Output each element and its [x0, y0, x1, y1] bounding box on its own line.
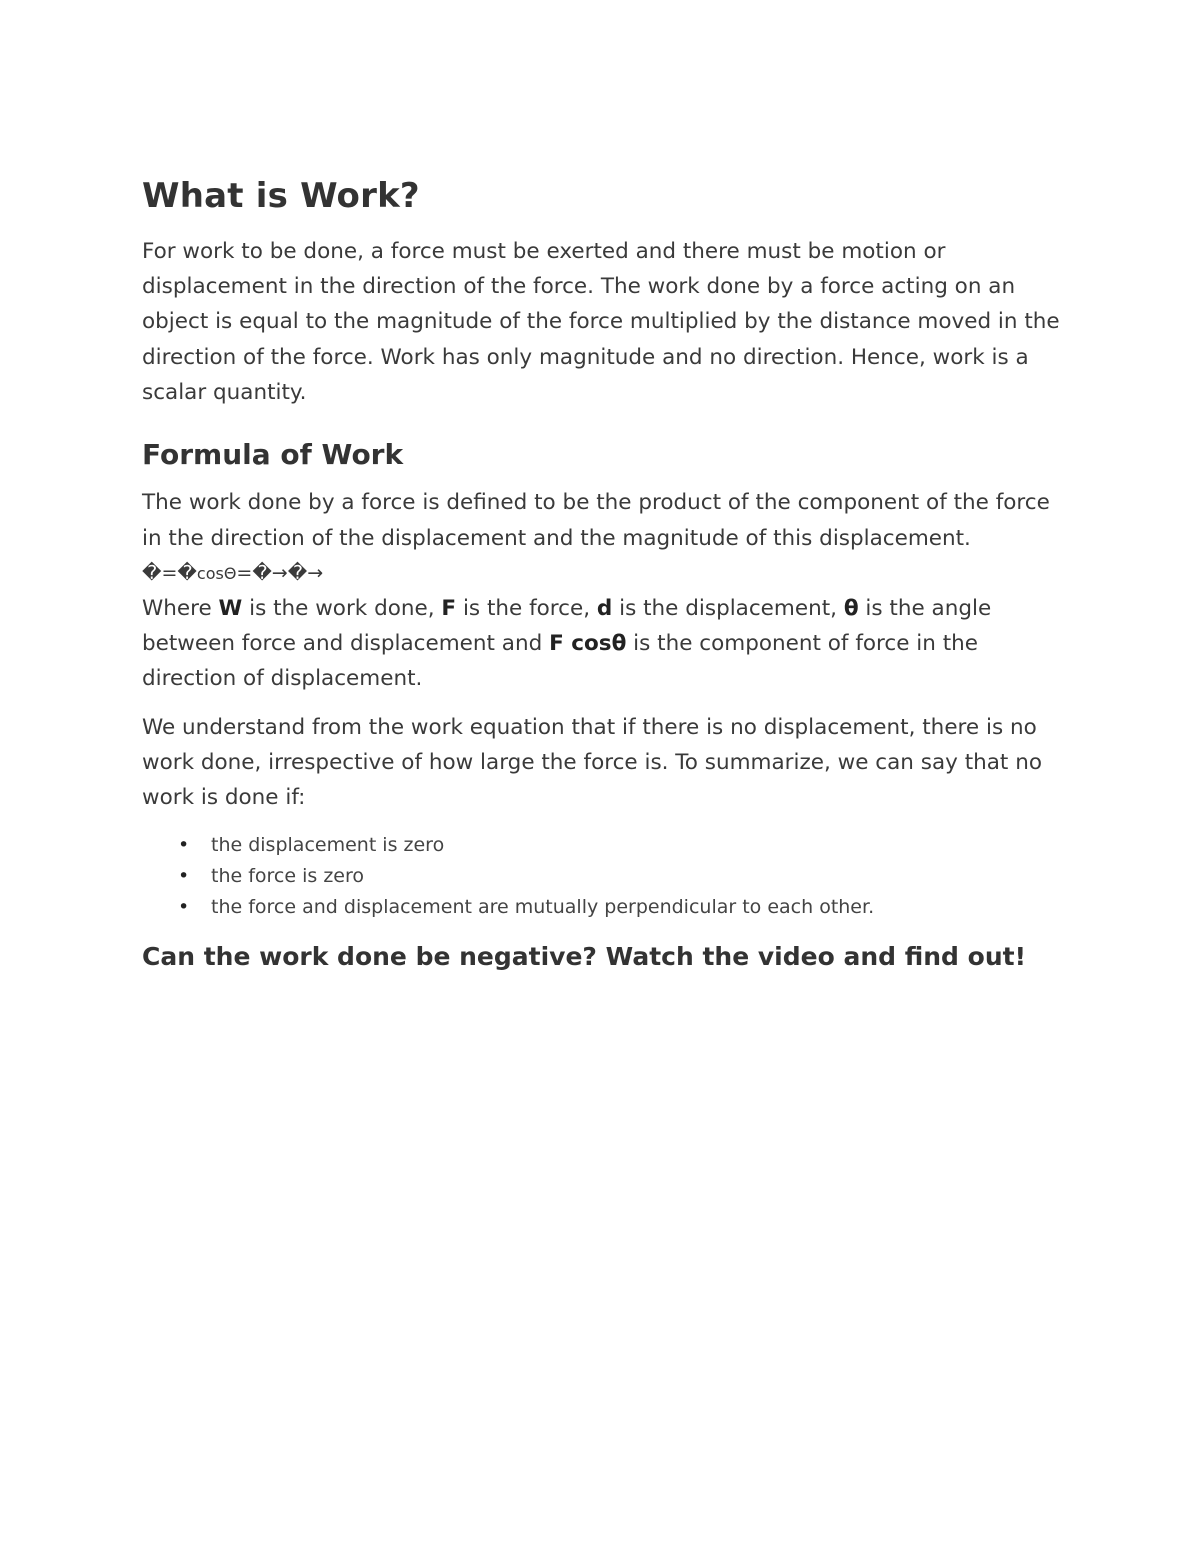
where-text-3: is the force, [456, 595, 597, 621]
where-text-1: Where [142, 595, 219, 621]
intro-paragraph: For work to be done, a force must be exerted and there must be motion or displacement in the direction of the force. The work done by a force acting on an object is equal to the magnitude of the force multiplied by the distance moved in the direction of the force. Work has only magnitude and no direction. Hence, work is a scalar quantity. [142, 238, 1060, 405]
list-item [178, 892, 1072, 923]
where-paragraph [142, 591, 1072, 697]
bullet-icon: • [178, 896, 190, 919]
where-text-5: is the angle between force and displacement and [142, 595, 992, 657]
symbol-d: d [596, 595, 613, 621]
summary-paragraph: We understand from the work equation that if there is no displacement, there is no work done, irrespective of how large the force is. To summarize, we can say that no work is done if: [142, 714, 1042, 811]
page-title: What is Work? [142, 176, 420, 216]
document-page [142, 170, 1072, 976]
bullet-icon: • [178, 864, 190, 887]
symbol-f-cos-theta: F cosθ [549, 631, 627, 657]
formula-cos: cosΘ [196, 563, 237, 583]
work-formula [142, 556, 1072, 591]
list-item-text: the force is zero [211, 864, 365, 887]
where-text-2: is the work done, [242, 595, 442, 621]
symbol-f: F [441, 595, 457, 621]
formula-part-2: =�→�→ [236, 561, 324, 584]
bullet-icon: • [178, 833, 190, 856]
list-item-text: the displacement is zero [211, 833, 445, 856]
conditions-list [142, 830, 1072, 924]
symbol-theta: θ [843, 595, 859, 621]
list-item-text: the force and displacement are mutually perpendicular to each other. [211, 896, 875, 919]
closing-heading: Can the work done be negative? Watch the video and find out! [142, 942, 1026, 972]
formula-heading: Formula of Work [142, 438, 404, 472]
list-item [178, 861, 1072, 892]
list-item [178, 830, 1072, 861]
where-text-4: is the displacement, [612, 595, 844, 621]
formula-part-1: �=� [142, 561, 197, 584]
symbol-w: W [218, 595, 243, 621]
definition-paragraph: The work done by a force is defined to be the product of the component of the force in the direction of the displacement and the magnitude of this displacement. [142, 490, 1050, 551]
where-text-6: is the component of force in the direction of displacement. [142, 631, 979, 692]
